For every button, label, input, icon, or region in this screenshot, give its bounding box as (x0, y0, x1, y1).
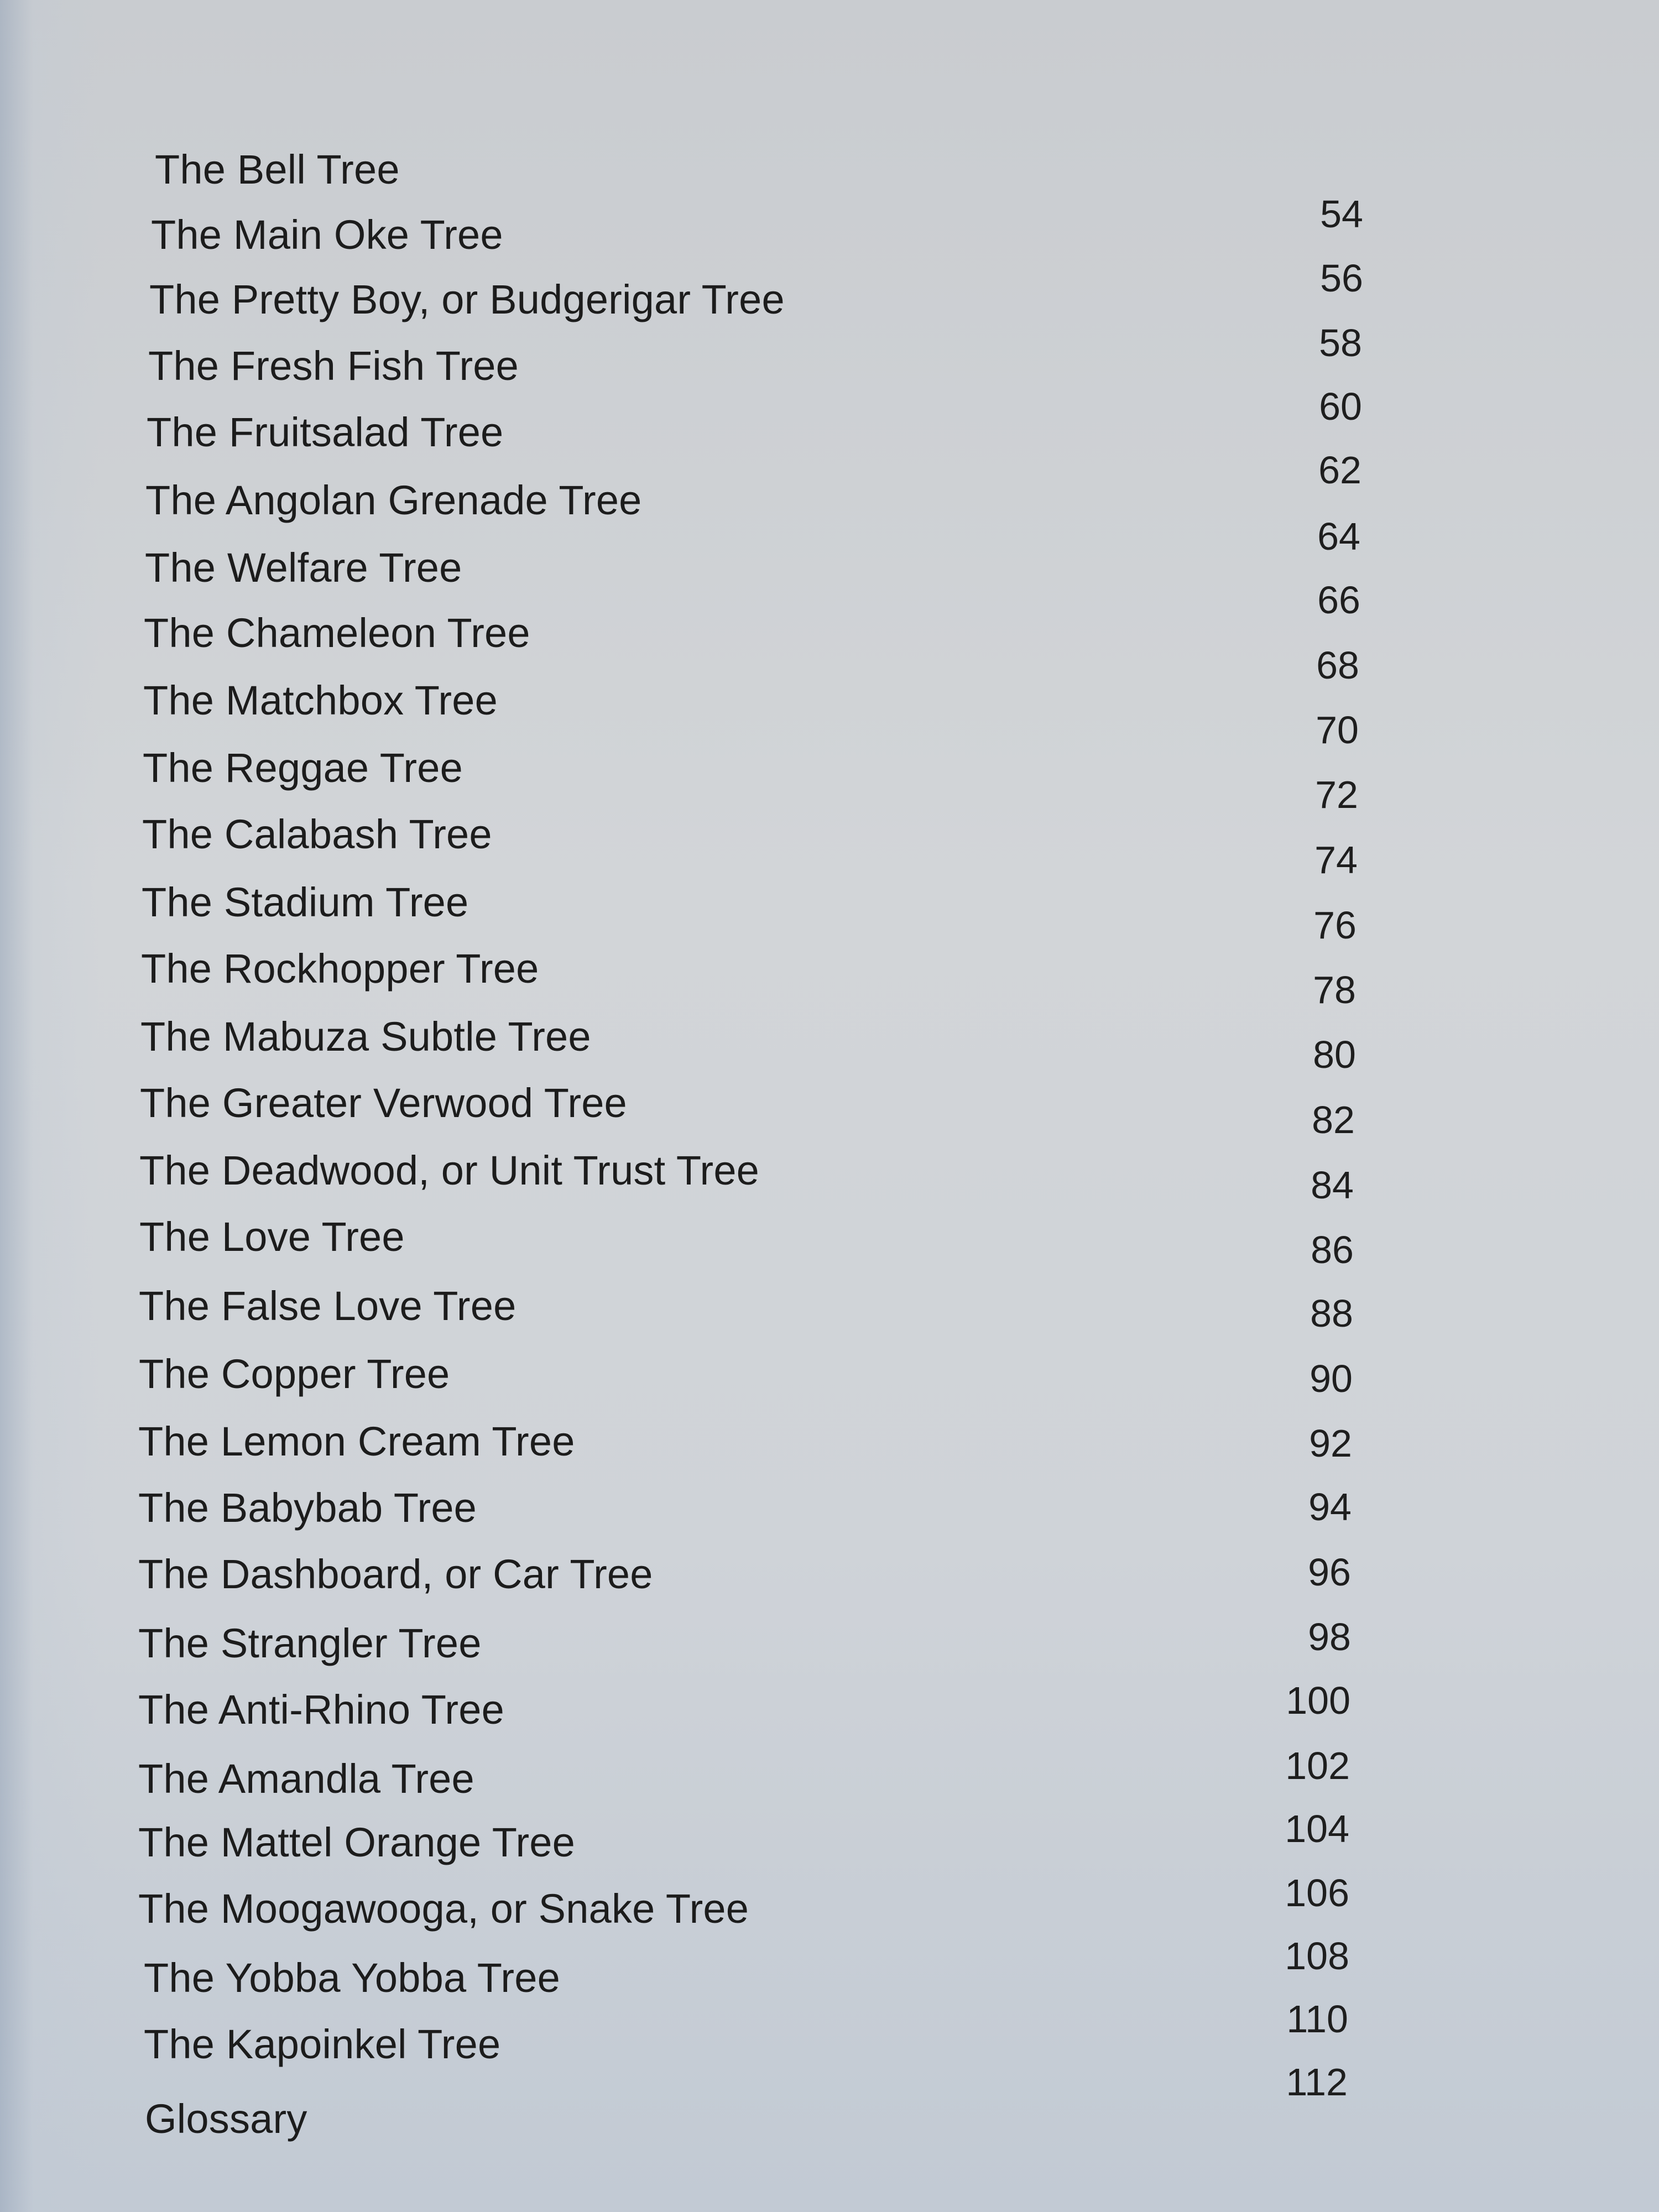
toc-page-number: 106 (1285, 1871, 1349, 1914)
toc-entry-title: The Pretty Boy, or Budgerigar Tree (149, 276, 785, 322)
toc-entry-title: The Kapoinkel Tree (144, 2021, 501, 2067)
toc-entry-title: The Copper Tree (139, 1351, 450, 1397)
toc-page-number: 86 (1311, 1228, 1354, 1271)
toc-page-number: 62 (1318, 448, 1361, 492)
toc-entry-title: The Amandla Tree (138, 1756, 474, 1802)
toc-page-number: 110 (1286, 1997, 1348, 2041)
toc-entry-title: The Greater Verwood Tree (140, 1080, 627, 1126)
toc-entry-title: The Love Tree (139, 1214, 405, 1260)
toc-entry-title: The Chameleon Tree (144, 610, 530, 656)
toc-entry-title: The Yobba Yobba Tree (144, 1955, 560, 2001)
toc-page-number: 56 (1320, 257, 1363, 300)
toc-entry-title: The Reggae Tree (143, 745, 463, 791)
toc-entry-title: The Deadwood, or Unit Trust Tree (139, 1147, 760, 1193)
toc-page-number: 54 (1320, 192, 1363, 236)
toc-page-number: 108 (1285, 1934, 1349, 1978)
toc-page-number: 70 (1316, 708, 1359, 752)
toc-entry-title: The Rockhopper Tree (141, 946, 539, 992)
toc-entry-title: The Mabuza Subtle Tree (140, 1014, 591, 1060)
toc-entry-title: The Babybab Tree (138, 1485, 477, 1531)
toc-entry-title: The Fresh Fish Tree (148, 343, 519, 389)
toc-page-number: 84 (1311, 1164, 1354, 1207)
toc-entry-title: The Matchbox Tree (143, 677, 498, 723)
toc-page-number: 82 (1312, 1098, 1355, 1141)
toc-entry-title: Glossary (145, 2096, 307, 2142)
toc-page-number: 104 (1285, 1807, 1349, 1850)
toc-entry-title: The Stadium Tree (142, 879, 469, 925)
toc-page-number: 94 (1308, 1485, 1352, 1528)
toc-page-number: 60 (1319, 385, 1362, 428)
toc-page-number: 100 (1286, 1679, 1350, 1722)
toc-entry-title: The Lemon Cream Tree (138, 1418, 575, 1464)
toc-page-number: 78 (1313, 968, 1356, 1011)
toc-page-number: 92 (1309, 1422, 1352, 1465)
toc-entry-title: The Anti-Rhino Tree (138, 1687, 504, 1733)
toc-page-number: 58 (1319, 321, 1362, 364)
toc-entry-title: The Bell Tree (155, 147, 400, 192)
toc-page-number: 90 (1310, 1357, 1353, 1400)
toc-entry-title: The Mattel Orange Tree (138, 1819, 575, 1865)
toc-page-number: 112 (1286, 2060, 1348, 2104)
toc-entry-title: The Main Oke Tree (151, 212, 503, 258)
toc-entry-title: The Strangler Tree (138, 1620, 482, 1666)
toc-page-number: 64 (1317, 515, 1360, 558)
toc-page-number: 98 (1308, 1615, 1351, 1658)
toc-entry-title: The Fruitsalad Tree (147, 409, 504, 455)
toc-entry-title: The Dashboard, or Car Tree (138, 1551, 653, 1597)
toc-page-number: 76 (1313, 904, 1357, 947)
toc-entry-title: The Calabash Tree (142, 811, 492, 857)
toc-page-number: 88 (1310, 1292, 1353, 1335)
toc-page-number: 96 (1308, 1551, 1351, 1594)
toc-page-number: 68 (1316, 644, 1359, 687)
toc-entry-title: The Moogawooga, or Snake Tree (138, 1886, 749, 1932)
toc-page-number: 80 (1313, 1033, 1356, 1076)
toc-entry-title: The Welfare Tree (145, 545, 462, 591)
toc-page-number: 66 (1317, 578, 1360, 622)
toc-page-number: 74 (1314, 838, 1358, 881)
toc-entry-title: The False Love Tree (139, 1283, 517, 1329)
toc-page-number: 72 (1315, 773, 1358, 816)
toc-page-number: 102 (1285, 1744, 1350, 1787)
toc-entry-title: The Angolan Grenade Tree (145, 477, 642, 523)
